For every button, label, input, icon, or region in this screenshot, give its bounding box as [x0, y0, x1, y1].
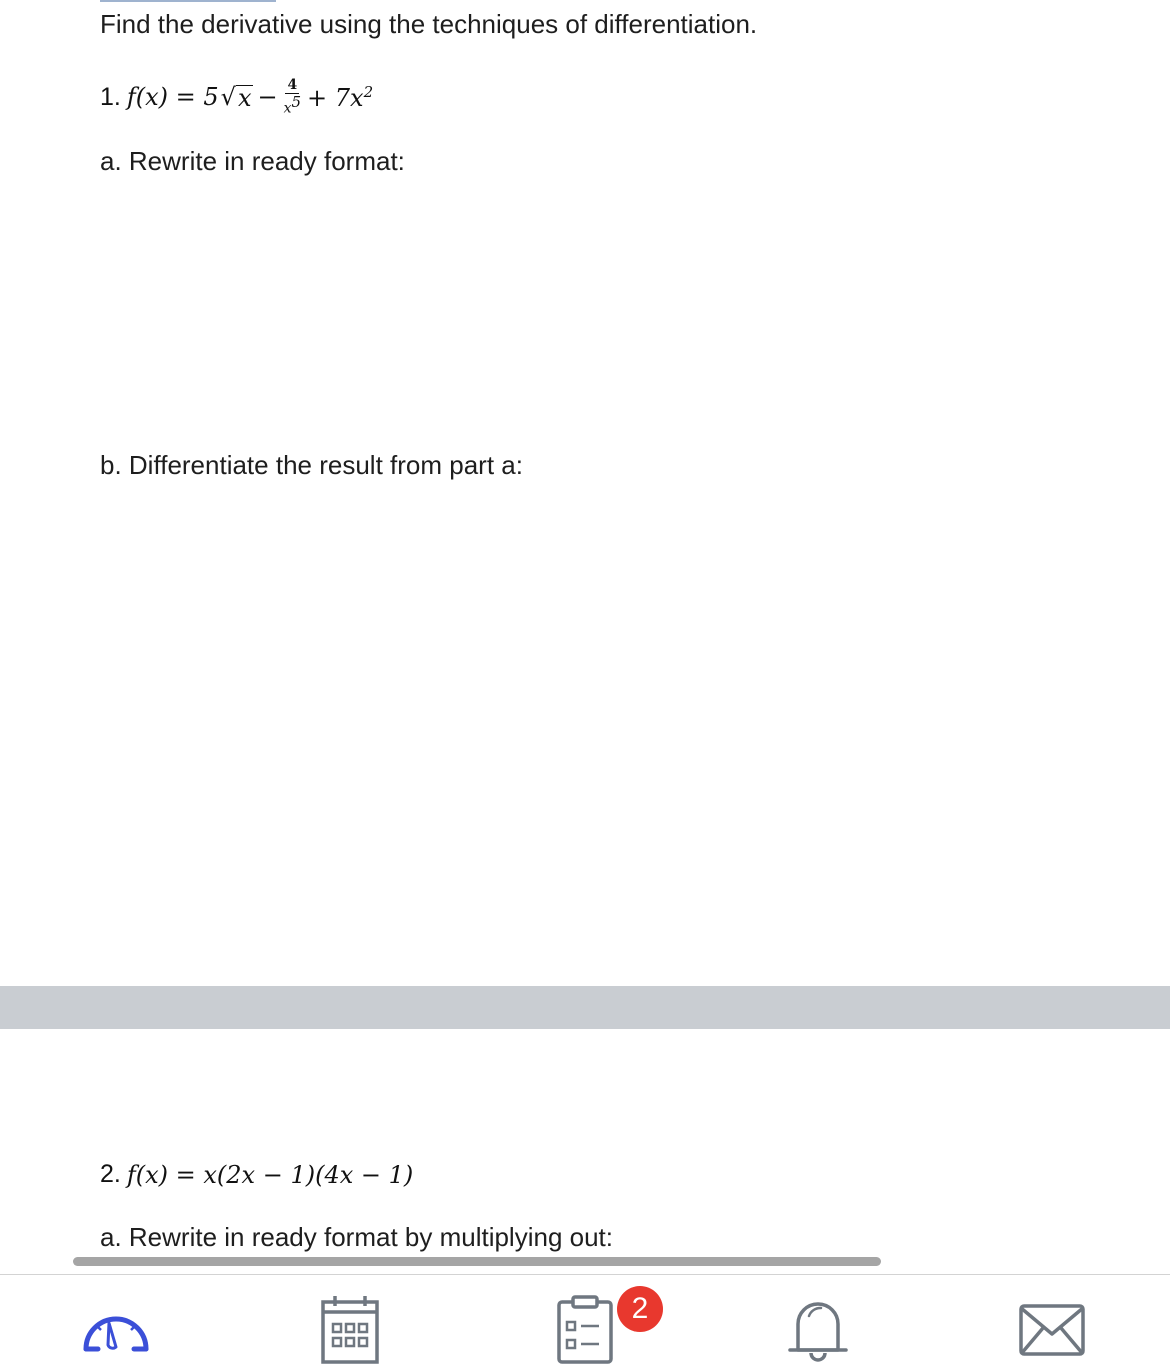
bell-icon	[785, 1294, 851, 1366]
problem-1-number: 1.	[100, 82, 121, 111]
calendar-icon	[319, 1294, 381, 1366]
denominator-exponent: 5	[291, 92, 302, 111]
fraction-term	[284, 78, 301, 117]
page-divider	[0, 986, 1170, 1029]
tab-calendar[interactable]	[312, 1292, 388, 1368]
fraction-denominator	[284, 94, 301, 117]
problem-2-equation	[100, 1160, 413, 1189]
sqrt-argument: x	[237, 84, 252, 113]
tab-assignments[interactable]	[546, 1292, 622, 1368]
problem-1-lhs: f(x) = 5	[126, 83, 219, 112]
speedometer-icon	[78, 1301, 154, 1359]
problem-1-equation	[100, 78, 373, 117]
notification-badge: 2	[617, 1286, 663, 1332]
mail-icon	[1017, 1302, 1087, 1358]
tab-notifications[interactable]	[780, 1292, 856, 1368]
sqrt-term	[221, 83, 254, 111]
instructions-text: Find the derivative using the techniques of differentiation.	[100, 9, 758, 39]
radical-sign: √	[220, 83, 236, 112]
horizontal-scrollbar[interactable]	[73, 1257, 881, 1266]
minus-sign: −	[257, 83, 278, 112]
tab-messages[interactable]	[1014, 1292, 1090, 1368]
problem-1-tail	[307, 83, 373, 112]
top-rule	[100, 0, 276, 2]
tail-term: + 7x	[307, 83, 364, 112]
problem-1-part-b: b. Differentiate the result from part a:	[100, 450, 523, 480]
problem-2-part-a: a. Rewrite in ready format by multiplying out:	[100, 1222, 613, 1252]
problem-2-function: f(x) = x(2x − 1)(4x − 1)	[126, 1160, 414, 1189]
problem-2-number: 2.	[100, 1160, 121, 1188]
tab-dashboard[interactable]	[78, 1292, 154, 1368]
tail-exponent: 2	[363, 82, 374, 101]
fraction-numerator: 4	[287, 77, 298, 93]
clipboard-icon	[553, 1294, 615, 1366]
problem-1-part-a: a. Rewrite in ready format:	[100, 146, 405, 176]
denominator-base: x	[283, 100, 292, 117]
